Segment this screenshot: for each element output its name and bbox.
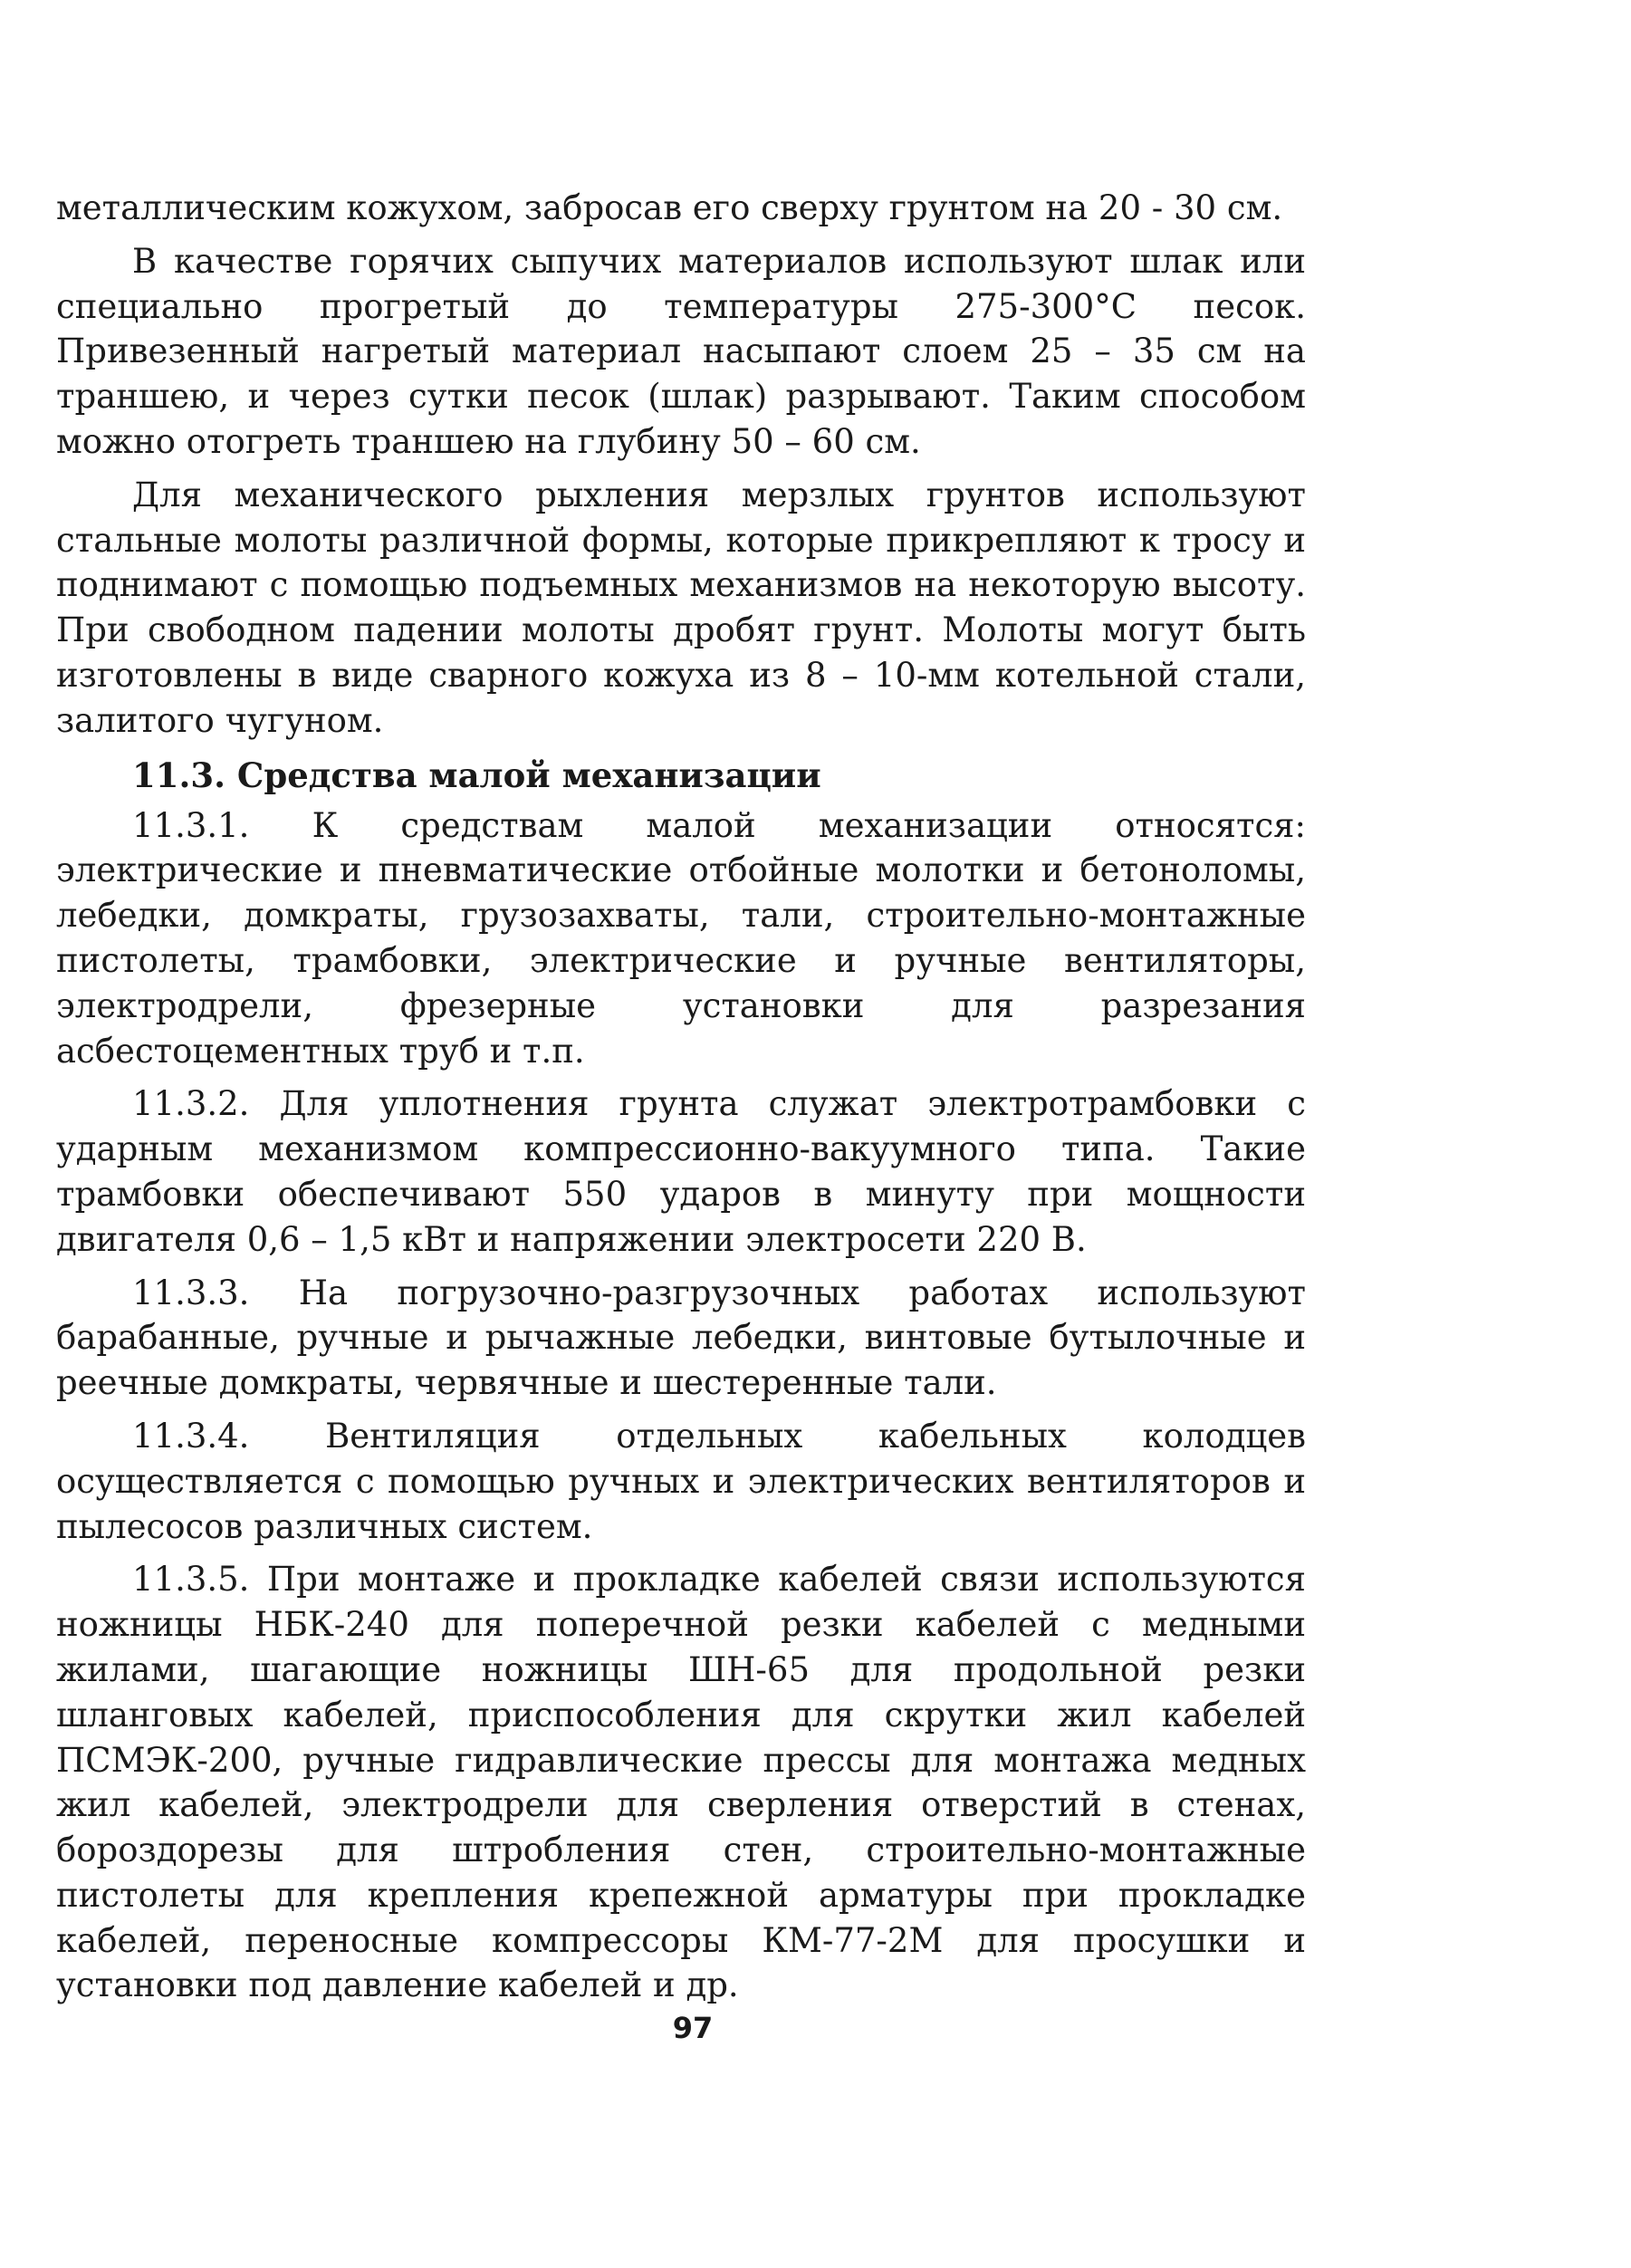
paragraph-11-3-3: 11.3.3. На погрузочно-разгрузочных работах используют барабанные, ручные и рычажные лебедки, винтовые бутылочные и реечные домкраты, червячные и шестеренные тали. xyxy=(56,1273,1306,1403)
paragraph-mechanical-loosening: Для механического рыхления мерзлых грунтов используют стальные молоты различной формы, которые прикрепляют к тросу и поднимают с помощью подъемных механизмов на некоторую высоту. При свободном падении молоты дробят грунт. Молоты могут быть изготовлены в виде сварного кожуха из 8 – 10-мм котельной стали, залитого чугуном. xyxy=(56,475,1306,740)
paragraph-continued: металлическим кожухом, забросав его сверху грунтом на 20 - 30 см. xyxy=(56,188,1283,227)
section-title: Средства малой механизации xyxy=(236,754,821,795)
paragraph-11-3-5: 11.3.5. При монтаже и прокладке кабелей связи используются ножницы НБК-240 для поперечной резки кабелей с медными жилами, шагающие ножницы ШН-65 для продольной резки шланговых кабелей, приспособления для скрутки жил кабелей ПСМЭК-200, ручные гидравлические прессы для монтажа медных жил кабелей, электродрели для сверления отверстий в стенах, бороздорезы для штробления стен, строительно-монтажные пистолеты для крепления крепежной арматуры при прокладке кабелей, переносные компрессоры КМ-77-2М для просушки и установки под давление кабелей и др. xyxy=(56,1560,1306,2005)
document-page xyxy=(56,186,1306,2008)
paragraph-11-3-1: 11.3.1. К средствам малой механизации относятся: электрические и пневматические отбойные молотки и бетоноломы, лебедки, домкраты, грузозахваты, тали, строительно-монтажные пистолеты, трамбовки, электрические и ручные вентиляторы, электродрели, фрезерные установки для разрезания асбестоцементных труб и т.п. xyxy=(56,805,1306,1071)
paragraph-11-3-2: 11.3.2. Для уплотнения грунта служат электротрамбовки с ударным механизмом компрессионно-вакуумного типа. Такие трамбовки обеспечивают 550 ударов в минуту при мощности двигателя 0,6 – 1,5 кВт и напряжении электросети 220 В. xyxy=(56,1084,1306,1259)
page-number: 97 xyxy=(672,2011,714,2045)
paragraph-11-3-4: 11.3.4. Вентиляция отдельных кабельных колодцев осуществляется с помощью ручных и электрических вентиляторов и пылесосов различных систем. xyxy=(56,1416,1306,1546)
section-number: 11.3. xyxy=(132,754,225,795)
section-heading xyxy=(132,753,1306,798)
paragraph-hot-materials: В качестве горячих сыпучих материалов используют шлак или специально прогретый до температуры 275-300°С песок. Привезенный нагретый материал насыпают слоем 25 – 35 см на траншею, и через сутки песок (шлак) разрывают. Таким способом можно отогреть траншею на глубину 50 – 60 см. xyxy=(56,241,1306,461)
